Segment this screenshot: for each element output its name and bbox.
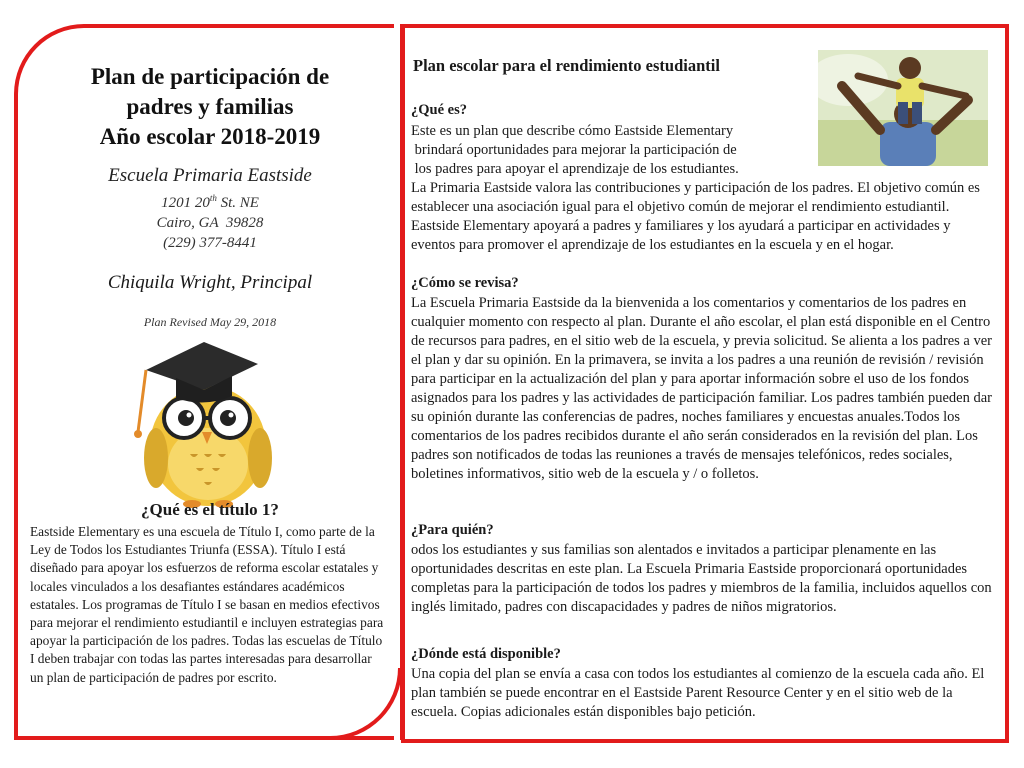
principal: Chiquila Wright, Principal xyxy=(107,272,313,293)
section-heading-donde-esta: ¿Dónde está disponible? xyxy=(411,646,561,662)
phone: (229) 377-8441 xyxy=(163,235,257,251)
address-line-1: 1201 20th St. NE xyxy=(161,193,259,211)
que-es-intro: Este es un plan que describe cómo Eastside Elementary brindará oportunidades para mejorar la participación de los padres para apoyar el aprendizaje de los estudiantes. xyxy=(411,123,739,177)
left-frame-bottom xyxy=(14,736,354,740)
right-title: Plan escolar para el rendimiento estudiantil xyxy=(413,56,720,75)
title1-body: Eastside Elementary es una escuela de Título I, como parte de la Ley de Todos los Estudiantes Triunfa (ESSA). Título I está diseñado para apoyar los esfuerzos de reforma escolar estatales y locales vinculados a los desafiantes estándares académicos estatales. Los programas de Título I se basan en medios efectivos para mejorar el rendimiento estudiantil e incluyen estrategias para apoyar la participación de los padres. Todas las escuelas de Título I deben trabajar con todas las partes interesadas para desarrollar un plan de participación de padres por escrito. xyxy=(30,524,384,685)
donde-esta-body: Una copia del plan se envía a casa con todos los estudiantes al comienzo de la escuela cada año. El plan también se puede encontrar en el Eastside Parent Resource Center y en el sitio web de la escuela. Copias adicionales están disponibles bajo petición. xyxy=(411,666,985,720)
owl-graduate-icon xyxy=(116,336,276,508)
revised-date: Plan Revised May 29, 2018 xyxy=(143,315,277,329)
school-info xyxy=(40,164,380,253)
section-heading-como-se-revisa: ¿Cómo se revisa? xyxy=(411,275,519,291)
title1-heading: ¿Qué es el título 1? xyxy=(141,500,279,519)
school-name: Escuela Primaria Eastside xyxy=(108,165,312,186)
que-es-body: La Primaria Eastside valora las contribuciones y participación de los padres. El objetivo común es establecer una asociación igual para el objetivo común de mejorar el rendimiento estudiantil. Eastside Elementary apoyará a padres y familiares y los ayudará a participar en actividades y eventos para promover el aprendizaje de los estudiantes en la escuela y en el hogar. xyxy=(411,180,980,253)
title-line-2: padres y familias xyxy=(126,94,294,119)
address-line-2: Cairo, GA 39828 xyxy=(156,215,264,231)
para-quien-body: odos los estudiantes y sus familias son alentados e invitados a participar plenamente en las oportunidades descritas en este plan. La Escuela Primaria Eastside proporcionará oportunidades completas para la participación de todos los padres y miembros de la familia, incluidos aquellos con inglés limitado, padres con discapacidades y padres de niños migratorios. xyxy=(411,542,992,615)
title-line-3: Año escolar 2018-2019 xyxy=(99,124,321,149)
plan-title xyxy=(40,62,380,152)
como-se-revisa-body: La Escuela Primaria Eastside da la bienvenida a los comentarios y comentarios de los padres en cualquier momento con respecto al plan. Durante el año escolar, el plan está disponible en el Centro de recursos para padres, en el sitio web de la escuela, y previa solicitud. Se alienta a los padres a ver el plan y dar su opinión. En la primavera, se invita a los padres a una reunión de revisión / revisión para participar en la actualización del plan y para aportar información sobre el uso de los fondos asignados para los padres y las actividades de participación familiar. Los padres también pueden dar su opinión durante las conferencias de padres, noches familiares y encuestas anuales.Todos los comentarios de los padres recibidos durante el año serán considerados en la revisión del plan. Los padres son notificados de todas las reuniones a través de mensajes telefónicos, redes sociales, boletines informativos, sitio web de la escuela y / o folletos. xyxy=(411,295,993,482)
section-heading-que-es: ¿Qué es? xyxy=(411,102,467,118)
section-heading-para-quien: ¿Para quién? xyxy=(411,522,494,538)
father-son-photo xyxy=(818,50,988,166)
title-line-1: Plan de participación de xyxy=(90,64,330,89)
